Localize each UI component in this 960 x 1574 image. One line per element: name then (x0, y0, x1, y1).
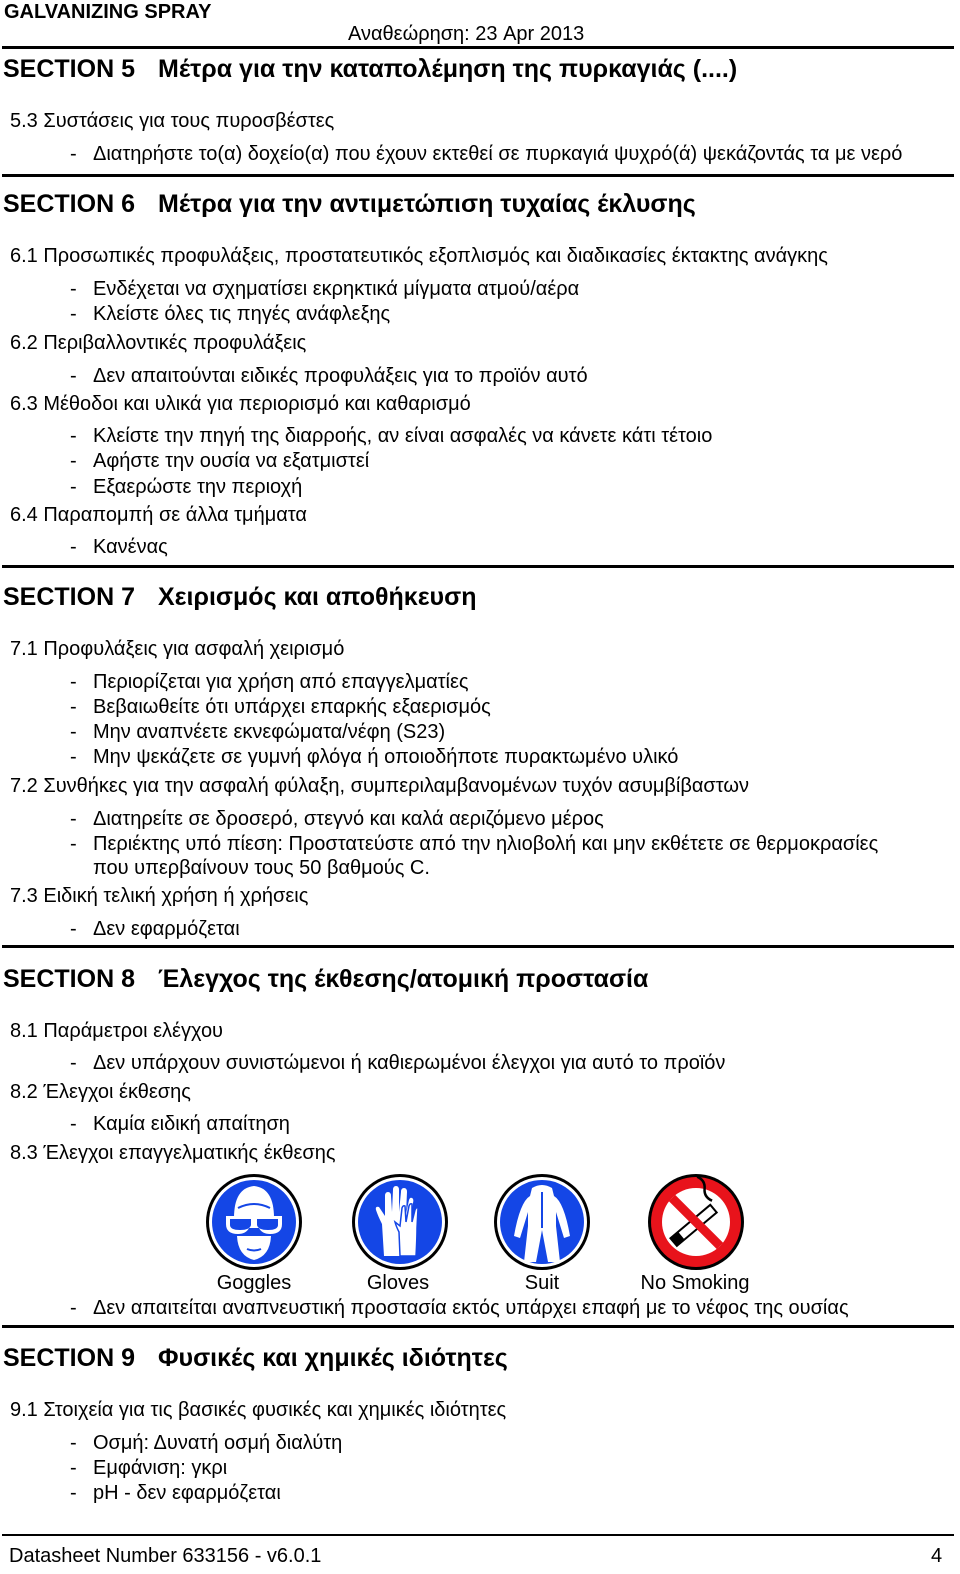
section-title: Έλεγχος της έκθεσης/ατομική προστασία (158, 965, 649, 993)
list-item-continuation: που υπερβαίνουν τους 50 βαθμούς C. (93, 857, 430, 879)
subsection-6-3: 6.3 Μέθοδοι και υλικά για περιορισμό και καθαρισμό (10, 393, 471, 415)
section-number: SECTION 5 (3, 55, 135, 83)
gloves-icon (350, 1172, 450, 1272)
list-item: - Ενδέχεται να σχηματίσει εκρηκτικά μίγματα ατμού/αέρα (70, 278, 580, 300)
section-number: SECTION 7 (3, 583, 135, 611)
goggles-icon (204, 1172, 304, 1272)
section-6-heading (3, 190, 696, 219)
section-title: Χειρισμός και αποθήκευση (158, 583, 477, 611)
subsection-6-1: 6.1 Προσωπικές προφυλάξεις, προστατευτικός εξοπλισμός και διαδικασίες έκτακτης ανάγκης (10, 245, 828, 267)
revision-date: Αναθεώρηση: 23 Apr 2013 (348, 23, 585, 45)
no-smoking-icon (646, 1172, 746, 1272)
section-rule (2, 174, 954, 177)
list-item: - Δεν απαιτείται αναπνευστική προστασία εκτός υπάρχει επαφή με το νέφος της ουσίας (70, 1297, 849, 1319)
subsection-7-3: 7.3 Ειδική τελική χρήση ή χρήσεις (10, 885, 309, 907)
list-item: - Βεβαιωθείτε ότι υπάρχει επαρκής εξαερισμός (70, 696, 491, 718)
list-item: - Περιορίζεται για χρήση από επαγγελματίες (70, 671, 469, 693)
subsection-7-1: 7.1 Προφυλάξεις για ασφαλή χειρισμό (10, 638, 345, 660)
list-item: - Κλείστε την πηγή της διαρροής, αν είναι ασφαλές να κάνετε κάτι τέτοιο (70, 425, 713, 447)
subsection-5-3: 5.3 Συστάσεις για τους πυροσβέστες (10, 110, 335, 132)
section-title: Μέτρα για την καταπολέμηση της πυρκαγιάς (....) (158, 55, 738, 83)
section-number: SECTION 6 (3, 190, 135, 218)
list-item: - Μην αναπνέετε εκνεφώματα/νέφη (S23) (70, 721, 446, 743)
list-item: - Κλείστε όλες τις πηγές ανάφλεξης (70, 303, 391, 325)
list-item: - Εξαερώστε την περιοχή (70, 476, 303, 498)
subsection-8-2: 8.2 Έλεγχοι έκθεσης (10, 1081, 191, 1103)
section-number: SECTION 8 (3, 965, 135, 993)
list-item: - Κανένας (70, 536, 168, 558)
subsection-6-4: 6.4 Παραπομπή σε άλλα τμήματα (10, 504, 307, 526)
section-7-heading (3, 583, 476, 612)
datasheet-number: Datasheet Number 633156 - v6.0.1 (9, 1545, 322, 1567)
subsection-7-2: 7.2 Συνθήκες για την ασφαλή φύλαξη, συμπεριλαμβανομένων τυχόν ασυμβίβαστων (10, 775, 749, 797)
section-rule (2, 565, 954, 568)
list-item: - Διατηρήστε το(α) δοχείο(α) που έχουν εκτεθεί σε πυρκαγιά ψυχρό(ά) ψεκάζοντάς τα με νερό (70, 143, 903, 165)
subsection-9-1: 9.1 Στοιχεία για τις βασικές φυσικές και χημικές ιδιότητες (10, 1399, 507, 1421)
section-number: SECTION 9 (3, 1344, 135, 1372)
list-item: - Δεν απαιτούνται ειδικές προφυλάξεις για το προϊόν αυτό (70, 365, 588, 387)
list-item: - Περιέκτης υπό πίεση: Προστατεύστε από την ηλιοβολή και μην εκθέτετε σε θερμοκρασίες (70, 833, 879, 855)
product-name: GALVANIZING SPRAY (4, 1, 212, 23)
suit-icon (492, 1172, 592, 1272)
pictogram-label: Goggles (216, 1272, 292, 1294)
list-item: - Δεν εφαρμόζεται (70, 918, 240, 940)
list-item: - Διατηρείτε σε δροσερό, στεγνό και καλά αεριζόμενο μέρος (70, 808, 604, 830)
list-item: - Οσμή: Δυνατή οσμή διαλύτη (70, 1432, 343, 1454)
subsection-6-2: 6.2 Περιβαλλοντικές προφυλάξεις (10, 332, 307, 354)
list-item: - Εμφάνιση: γκρι (70, 1457, 228, 1479)
section-title: Φυσικές και χημικές ιδιότητες (158, 1344, 508, 1372)
list-item: - Μην ψεκάζετε σε γυμνή φλόγα ή οποιοδήποτε πυρακτωμένο υλικό (70, 746, 679, 768)
list-item: - pH - δεν εφαρμόζεται (70, 1482, 281, 1504)
section-title: Μέτρα για την αντιμετώπιση τυχαίας έκλυσης (158, 190, 696, 218)
section-9-heading (3, 1344, 508, 1373)
header-rule (2, 46, 954, 49)
list-item: - Καμία ειδική απαίτηση (70, 1113, 290, 1135)
section-5-heading (3, 55, 737, 84)
section-rule (2, 1325, 954, 1328)
subsection-8-1: 8.1 Παράμετροι ελέγχου (10, 1020, 223, 1042)
pictogram-label: No Smoking (640, 1272, 750, 1294)
list-item: - Δεν υπάρχουν συνιστώμενοι ή καθιερωμένοι έλεγχοι για αυτό το προϊόν (70, 1052, 726, 1074)
section-rule (2, 945, 954, 948)
list-item: - Αφήστε την ουσία να εξατμιστεί (70, 450, 370, 472)
subsection-8-3: 8.3 Έλεγχοι επαγγελματικής έκθεσης (10, 1142, 336, 1164)
page-number: 4 (931, 1545, 943, 1567)
footer-rule (2, 1534, 954, 1536)
section-8-heading (3, 965, 648, 994)
pictogram-label: Gloves (366, 1272, 430, 1294)
pictogram-label: Suit (524, 1272, 560, 1294)
